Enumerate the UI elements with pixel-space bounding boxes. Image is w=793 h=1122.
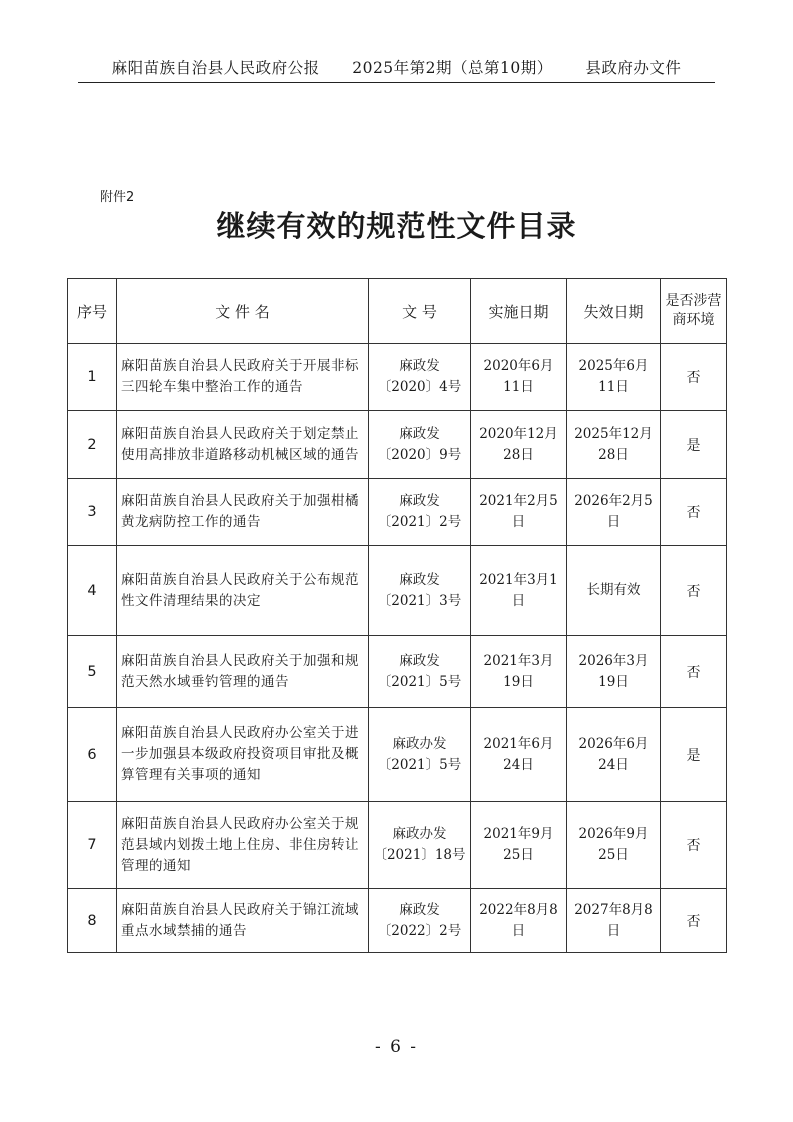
- row-document-number: 麻政办发〔2021〕18号: [369, 802, 471, 889]
- document-title: 继续有效的规范性文件目录: [216, 209, 577, 243]
- row-business-env: 否: [661, 636, 727, 708]
- page-number: - 6 -: [374, 1037, 419, 1057]
- header-rule: [78, 82, 715, 83]
- row-business-env: 是: [661, 708, 727, 802]
- row-expiry-date: 长期有效: [567, 546, 661, 636]
- table-row: [68, 546, 727, 636]
- header-name: 文 件 名: [117, 279, 369, 344]
- row-seq: 4: [68, 546, 117, 636]
- row-effective-date: 2021年3月19日: [471, 636, 567, 708]
- row-expiry-date: 2025年12月28日: [567, 411, 661, 479]
- running-header: [0, 56, 793, 78]
- table-row: [68, 889, 727, 953]
- row-document-name: 麻阳苗族自治县人民政府关于划定禁止使用高排放非道路移动机械区域的通告: [117, 411, 369, 479]
- row-seq: 6: [68, 708, 117, 802]
- row-document-name: 麻阳苗族自治县人民政府关于加强柑橘黄龙病防控工作的通告: [117, 479, 369, 546]
- row-document-number: 麻政发〔2020〕4号: [369, 344, 471, 411]
- row-seq: 5: [68, 636, 117, 708]
- row-effective-date: 2020年12月28日: [471, 411, 567, 479]
- table-header-row: [68, 279, 727, 344]
- row-document-name: 麻阳苗族自治县人民政府办公室关于规范县域内划拨土地上住房、非住房转让管理的通知: [117, 802, 369, 889]
- row-business-env: 否: [661, 546, 727, 636]
- table-row: [68, 344, 727, 411]
- row-business-env: 是: [661, 411, 727, 479]
- row-document-number: 麻政发〔2021〕5号: [369, 636, 471, 708]
- row-document-number: 麻政发〔2021〕2号: [369, 479, 471, 546]
- row-document-name: 麻阳苗族自治县人民政府关于公布规范性文件清理结果的决定: [117, 546, 369, 636]
- row-expiry-date: 2026年2月5日: [567, 479, 661, 546]
- row-seq: 2: [68, 411, 117, 479]
- row-document-name: 麻阳苗族自治县人民政府关于开展非标三四轮车集中整治工作的通告: [117, 344, 369, 411]
- row-business-env: 否: [661, 479, 727, 546]
- row-business-env: 否: [661, 889, 727, 953]
- row-seq: 1: [68, 344, 117, 411]
- row-effective-date: 2021年9月25日: [471, 802, 567, 889]
- row-effective-date: 2021年6月24日: [471, 708, 567, 802]
- row-document-name: 麻阳苗族自治县人民政府关于锦江流域重点水域禁捕的通告: [117, 889, 369, 953]
- header-effective-date: 实施日期: [471, 279, 567, 344]
- row-document-name: 麻阳苗族自治县人民政府关于加强和规范天然水域垂钓管理的通告: [117, 636, 369, 708]
- row-document-number: 麻政发〔2020〕9号: [369, 411, 471, 479]
- row-document-number: 麻政发〔2021〕3号: [369, 546, 471, 636]
- header-section: 县政府办文件: [585, 59, 682, 77]
- row-expiry-date: 2025年6月11日: [567, 344, 661, 411]
- header-number: 文 号: [369, 279, 471, 344]
- header-business-env: 是否涉营商环境: [661, 279, 727, 344]
- header-expiry-date: 失效日期: [567, 279, 661, 344]
- row-expiry-date: 2026年9月25日: [567, 802, 661, 889]
- row-document-name: 麻阳苗族自治县人民政府办公室关于进一步加强县本级政府投资项目审批及概算管理有关事项的通知: [117, 708, 369, 802]
- header-publication: 麻阳苗族自治县人民政府公报: [111, 59, 320, 77]
- table-row: [68, 479, 727, 546]
- document-list-table: [67, 278, 727, 953]
- row-effective-date: 2021年3月1日: [471, 546, 567, 636]
- row-seq: 7: [68, 802, 117, 889]
- row-effective-date: 2022年8月8日: [471, 889, 567, 953]
- row-expiry-date: 2026年6月24日: [567, 708, 661, 802]
- header-issue: 2025年第2期（总第10期）: [352, 59, 553, 77]
- table-row: [68, 802, 727, 889]
- row-expiry-date: 2027年8月8日: [567, 889, 661, 953]
- row-seq: 3: [68, 479, 117, 546]
- table-row: [68, 636, 727, 708]
- row-effective-date: 2020年6月11日: [471, 344, 567, 411]
- header-seq: 序号: [68, 279, 117, 344]
- row-seq: 8: [68, 889, 117, 953]
- table-row: [68, 708, 727, 802]
- row-business-env: 否: [661, 344, 727, 411]
- row-effective-date: 2021年2月5日: [471, 479, 567, 546]
- table-row: [68, 411, 727, 479]
- row-expiry-date: 2026年3月19日: [567, 636, 661, 708]
- attachment-label: 附件2: [100, 190, 135, 205]
- row-document-number: 麻政发〔2022〕2号: [369, 889, 471, 953]
- row-business-env: 否: [661, 802, 727, 889]
- row-document-number: 麻政办发〔2021〕5号: [369, 708, 471, 802]
